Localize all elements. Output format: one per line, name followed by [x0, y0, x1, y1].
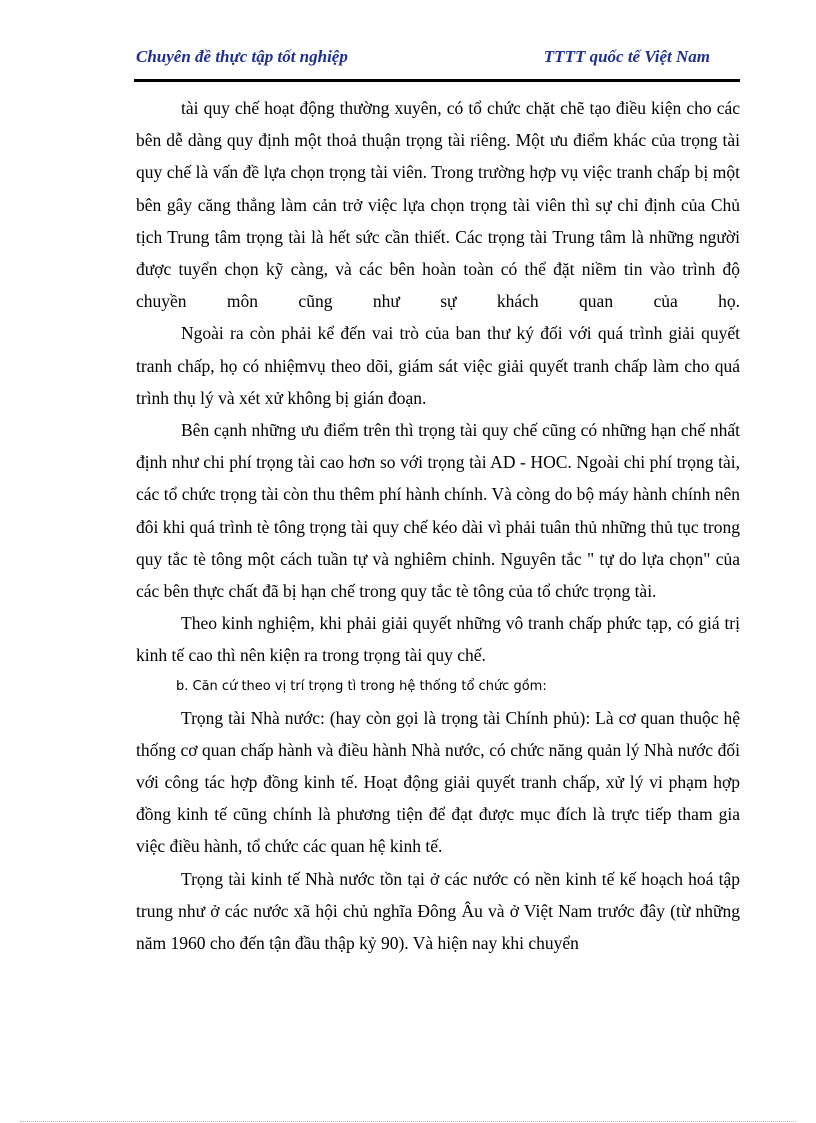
- paragraph-7: Trọng tài kinh tế Nhà nước tồn tại ở các nước có nền kinh tế kế hoạch hoá tập trung như ở các nước xã hội chủ nghĩa Đông Âu và ở Việt Nam trước đây (từ những năm 1960 cho đến tận đầu thập kỷ 90). Và hiện nay khi chuyển: [136, 868, 740, 954]
- footer-rule: [20, 1121, 796, 1122]
- paragraph-6: Trọng tài Nhà nước: (hay còn gọi là trọng tài Chính phủ): Là cơ quan thuộc hệ thống cơ quan chấp hành và điều hành Nhà nước, có chức năng quản lý Nhà nước đối với công tác hợp đồng kinh tế. Hoạt động giải quyết tranh chấp, xử lý vi phạm hợp đồng kinh tế cũng chính là phương tiện để đạt được mục đích là trực tiếp tham gia việc điều hành, tổ chức các quan hệ kinh tế.: [136, 707, 740, 857]
- paragraph-3: Bên cạnh những ưu điểm trên thì trọng tài quy chế cũng có những hạn chế nhất định như chi phí trọng tài cao hơn so với trọng tài AD - HOC. Ngoài chi phí trọng tài, các tổ chức trọng tài còn thu thêm phí hành chính. Và còng do bộ máy hành chính nên đôi khi quá trình tè tông trọng tài quy chế kéo dài vì phải tuân thủ những thủ tục trong quy tắc tè tông một cách tuần tự và nghiêm chỉnh. Nguyên tắc " tự do lựa chọn" của các bên thực chất đã bị hạn chế trong quy tắc tè tông của tổ chức trọng tài.: [136, 420, 740, 602]
- header-right-title: TTTT quốc tế Việt Nam: [543, 47, 710, 66]
- document-body: [136, 92, 740, 959]
- paragraph-4: Theo kinh nghiệm, khi phải giải quyết những vô tranh chấp phức tạp, có giá trị kinh tế cao thì nên kiện ra trong trọng tài quy chế.: [136, 613, 740, 666]
- header-rule: [134, 79, 740, 82]
- header-left-title: Chuyên đề thực tập tốt nghiệp: [136, 47, 348, 66]
- section-heading-b: b. Căn cứ theo vị trí trọng tì trong hệ thống tổ chức gồm:: [176, 678, 547, 694]
- paragraph-2: Ngoài ra còn phải kể đến vai trò của ban thư ký đối với quá trình giải quyết tranh chấp, họ có nhiệmvụ theo dõi, giám sát việc giải quyết tranh chấp làm cho quá trình thụ lý và xét xử không bị gián đoạn.: [136, 323, 740, 408]
- page-header: [134, 47, 740, 75]
- paragraph-1: tài quy chế hoạt động thường xuyên, có tổ chức chặt chẽ tạo điều kiện cho các bên dễ dàng quy định một thoả thuận trọng tài riêng. Một ưu điểm khác của trọng tài quy chế là vấn đề lựa chọn trọng tài viên. Trong trường hợp vụ việc tranh chấp bị một bên gây căng thẳng làm cản trở việc lựa chọn trọng tài viên thì sự chỉ định của Chủ tịch Trung tâm trọng tài là hết sức cần thiết. Các trọng tài Trung tâm là những người được tuyển chọn kỹ càng, và các bên hoàn toàn có thể đặt niềm tin vào trình độ chuyền môn cũng như sự khách quan của họ.: [136, 98, 740, 312]
